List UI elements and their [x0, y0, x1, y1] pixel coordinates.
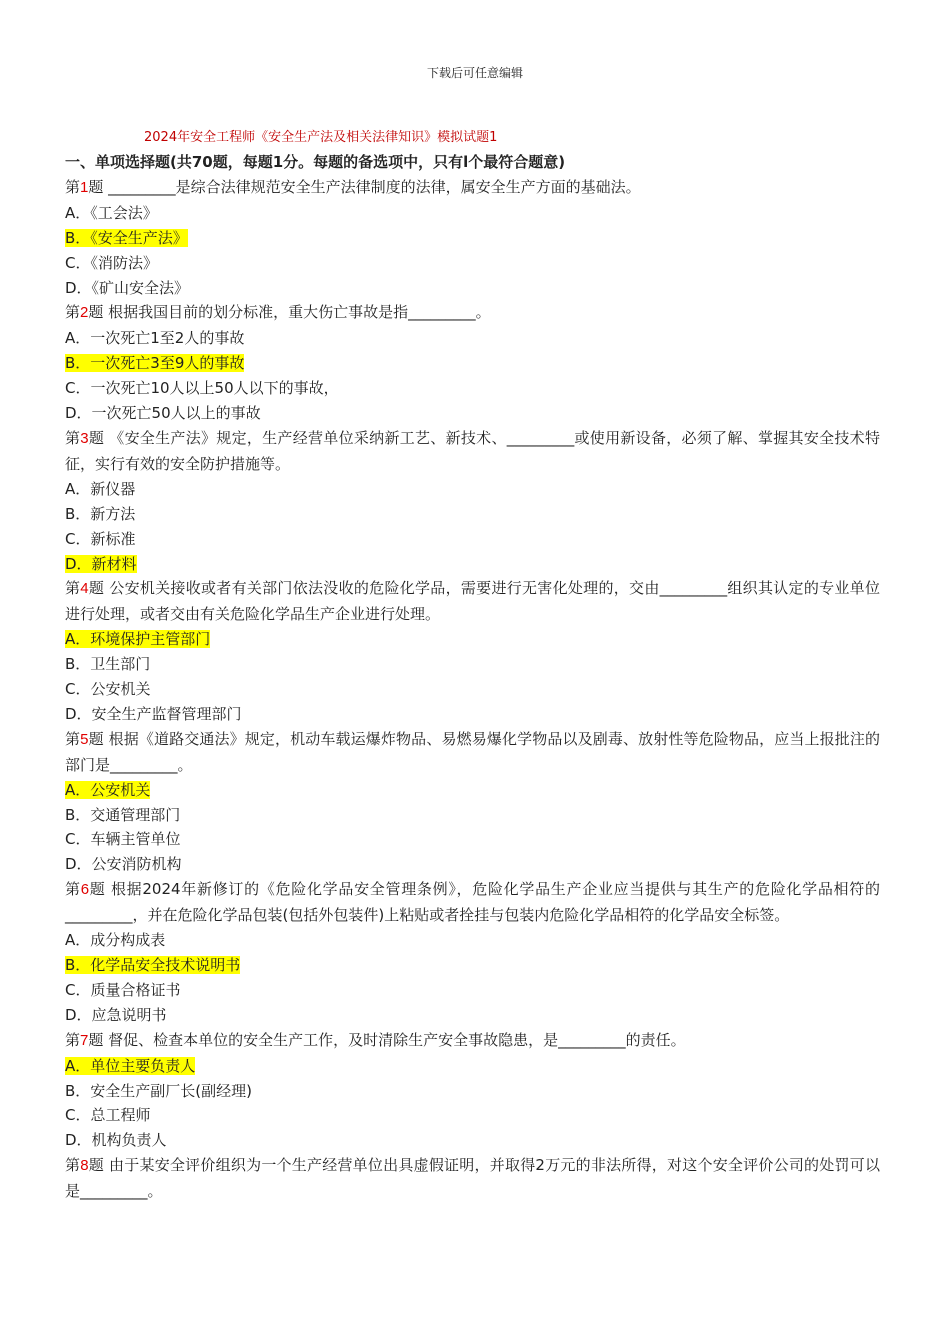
answer-option-text: C．一次死亡10人以上50人以下的事故，	[65, 379, 339, 398]
answer-option	[65, 251, 880, 276]
answer-option-text: D．公安消防机构	[65, 855, 182, 874]
answer-option-text: C．总工程师	[65, 1106, 151, 1125]
answer-option	[65, 803, 880, 828]
answer-option	[65, 778, 880, 803]
answer-option-text: B．卫生部门	[65, 655, 151, 674]
answer-option-text: A．新仪器	[65, 479, 136, 498]
question-block	[65, 175, 880, 301]
answer-option-text: C．新标准	[65, 529, 136, 548]
question-prefix: 第	[65, 177, 81, 196]
answer-option-highlighted: A．公安机关	[65, 780, 151, 799]
answer-option-highlighted: B．化学品安全技术说明书	[65, 956, 241, 974]
question-block	[65, 877, 880, 1027]
answer-option-highlighted: A．环境保护主管部门	[65, 630, 211, 649]
question-block	[65, 727, 880, 877]
question-number: 3	[80, 429, 89, 447]
answer-option-text: D．安全生产监督管理部门	[65, 704, 242, 723]
answer-option	[65, 1079, 880, 1104]
answer-option	[65, 326, 880, 351]
question-text	[65, 727, 880, 778]
question-prefix: 第	[65, 1030, 81, 1049]
question-suffix: 题	[88, 1156, 105, 1175]
question-stem: 公安机关接收或者有关部门依法没收的危险化学品，需要进行无害化处理的，交由_________组织其认定的专业单位进行处理，或者交由有关危险化学品生产企业进行处理。	[65, 579, 880, 624]
question-stem: 由于某安全评价组织为一个生产经营单位出具虚假证明，并取得2万元的非法所得，对这个安全评价公司的处罚可以是_________。	[65, 1156, 880, 1201]
answer-option-text: A．一次死亡1至2人的事故	[65, 329, 245, 348]
question-stem: _________是综合法律规范安全生产法律制度的法律，属安全生产方面的基础法。	[108, 177, 641, 196]
question-suffix: 题	[88, 1030, 104, 1049]
answer-option-highlighted: A．单位主要负责人	[65, 1056, 196, 1075]
question-number: 7	[80, 1031, 89, 1049]
answer-option	[65, 827, 880, 852]
question-suffix: 题	[88, 579, 105, 598]
answer-option	[65, 351, 880, 376]
question-block	[65, 300, 880, 426]
header-note: 下载后可任意编辑	[426, 66, 523, 80]
question-text	[65, 877, 880, 928]
answer-option-text: B．交通管理部门	[65, 805, 181, 824]
answer-option	[65, 552, 880, 577]
answer-option	[65, 677, 880, 702]
question-stem: 根据我国目前的划分标准，重大伤亡事故是指_________。	[108, 303, 491, 322]
answer-option-text: D．《矿山安全法》	[65, 278, 190, 297]
answer-option	[65, 1128, 880, 1153]
question-prefix: 第	[65, 880, 81, 899]
answer-option	[65, 1003, 880, 1028]
question-text	[65, 300, 880, 326]
question-text	[65, 175, 880, 201]
answer-option	[65, 276, 880, 301]
answer-option	[65, 1054, 880, 1079]
question-number: 8	[80, 1157, 89, 1175]
answer-option	[65, 201, 880, 226]
question-prefix: 第	[65, 303, 81, 322]
document-title: 2024年安全工程师《安全生产法及相关法律知识》模拟试题1	[144, 130, 498, 145]
question-number: 1	[80, 178, 89, 196]
answer-option-text: D．一次死亡50人以上的事故	[65, 404, 261, 423]
answer-option	[65, 226, 880, 251]
answer-option	[65, 527, 880, 552]
question-stem: 根据《道路交通法》规定，机动车载运爆炸物品、易燃易爆化学物品以及剧毒、放射性等危险物品，应当上报批注的部门是_________。	[65, 729, 880, 774]
answer-option	[65, 978, 880, 1003]
question-stem: 根据2024年新修订的《危险化学品安全管理条例》，危险化学品生产企业应当提供与其生产的危险化学品相符的_________，并在危险化学品包装(包括外包装件)上粘贴或者拴挂与包装内危险化学品相符的化学品安全标签。	[65, 880, 880, 925]
answer-option-highlighted: D．新材料	[65, 554, 137, 573]
question-prefix: 第	[65, 428, 81, 447]
answer-option-text: A．成分构成表	[65, 931, 166, 950]
question-suffix: 题	[88, 428, 105, 447]
answer-option-text: C．车辆主管单位	[65, 830, 181, 849]
question-stem: 《安全生产法》规定，生产经营单位采纳新工艺、新技术、_________或使用新设备，必须了解、掌握其安全技术特征，实行有效的安全防护措施等。	[65, 428, 880, 473]
question-prefix: 第	[65, 729, 81, 748]
document-body	[65, 150, 880, 1204]
answer-option	[65, 477, 880, 502]
answer-option	[65, 702, 880, 727]
answer-option	[65, 1103, 880, 1128]
answer-option-text: C．《消防法》	[65, 253, 158, 272]
question-suffix: 题	[89, 880, 106, 899]
answer-option-highlighted: B．一次死亡3至9人的事故	[65, 354, 245, 373]
question-suffix: 题	[88, 729, 104, 748]
answer-option-text: C．公安机关	[65, 680, 151, 699]
answer-option	[65, 627, 880, 652]
question-block	[65, 1153, 880, 1204]
answer-option	[65, 852, 880, 877]
answer-option-text: A．《工会法》	[65, 203, 158, 222]
answer-option-text: B．安全生产副厂长(副经理)	[65, 1081, 252, 1100]
answer-option-text: D．应急说明书	[65, 1005, 167, 1024]
answer-option-text: B．新方法	[65, 504, 136, 523]
question-text	[65, 426, 880, 477]
question-block	[65, 426, 880, 576]
question-suffix: 题	[88, 303, 104, 322]
question-prefix: 第	[65, 579, 81, 598]
answer-option	[65, 652, 880, 677]
question-number: 4	[80, 580, 89, 598]
section-heading: 一、单项选择题(共70题，每题1分。每题的备选项中，只有l个最符合题意)	[65, 153, 566, 171]
answer-option	[65, 953, 880, 978]
question-block	[65, 576, 880, 726]
answer-option-highlighted: B．《安全生产法》	[65, 228, 188, 247]
question-stem: 督促、检查本单位的安全生产工作，及时清除生产安全事故隐患，是_________的责任。	[108, 1030, 686, 1049]
question-text	[65, 1153, 880, 1204]
question-number: 5	[80, 730, 89, 748]
question-suffix: 题	[88, 177, 104, 196]
question-text	[65, 1028, 880, 1054]
answer-option	[65, 401, 880, 426]
answer-option-text: C．质量合格证书	[65, 980, 181, 999]
question-number: 2	[80, 304, 89, 322]
answer-option	[65, 376, 880, 401]
question-block	[65, 1028, 880, 1154]
answer-option	[65, 928, 880, 953]
answer-option-text: D．机构负责人	[65, 1131, 167, 1150]
answer-option	[65, 502, 880, 527]
question-prefix: 第	[65, 1156, 81, 1175]
question-text	[65, 576, 880, 627]
question-number: 6	[80, 881, 90, 899]
